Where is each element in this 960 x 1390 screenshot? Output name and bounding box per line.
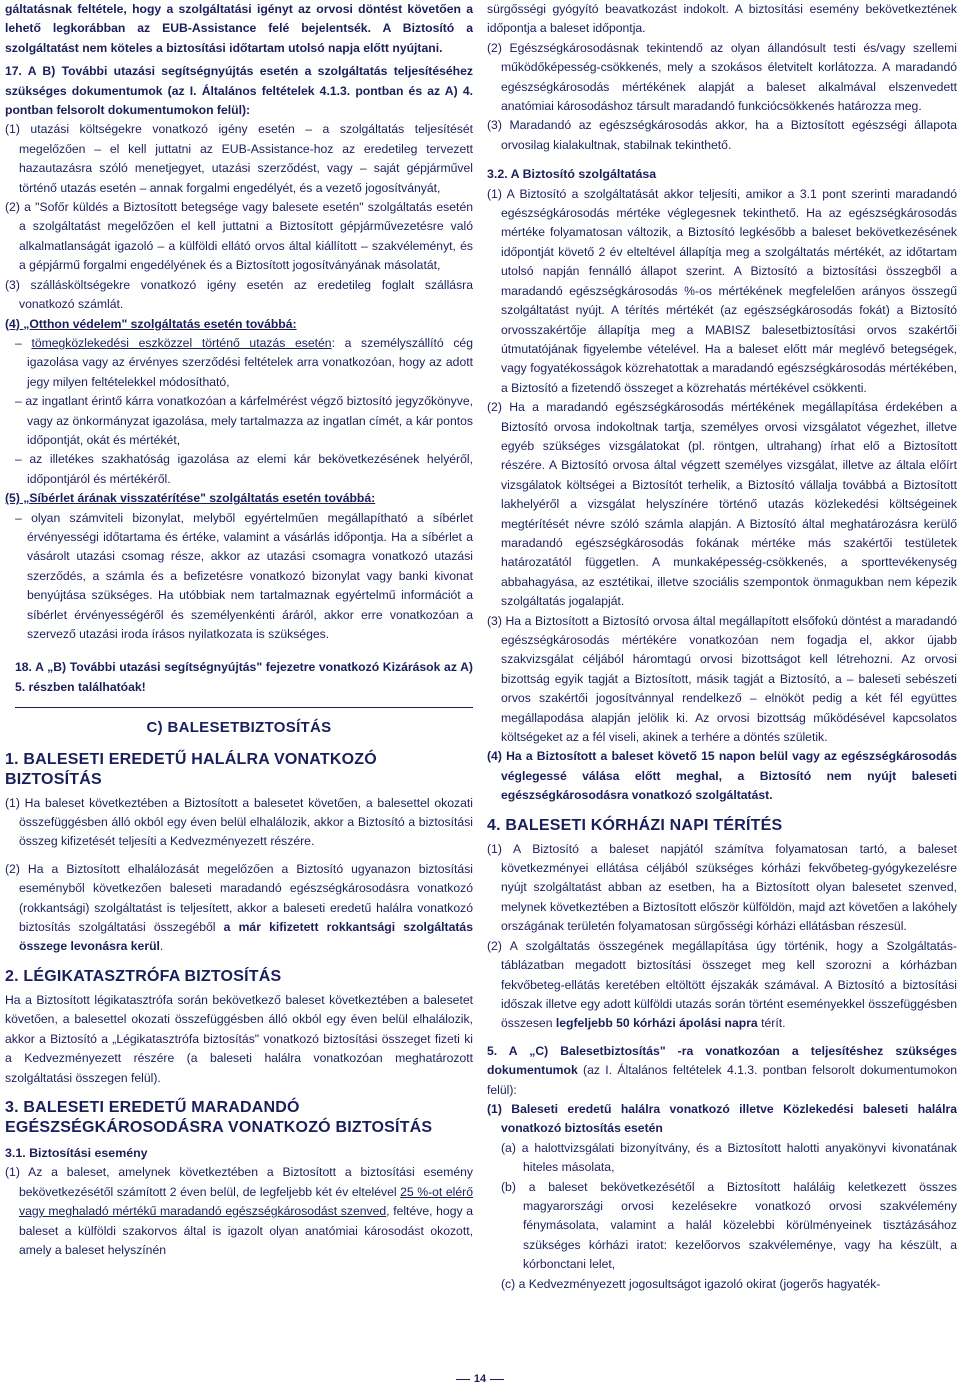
para-5-1-c: (c) a Kedvezményezett jogosultságot igazoló okirat (jogerős hagyaték- xyxy=(501,1276,881,1291)
para-3-1-3: (3) Maradandó az egészségkárosodás akkor, ha a Biztosított egészségi állapota orvosilag kialakultnak, stabilnak tekinthető. xyxy=(487,118,957,152)
para-1-1: (1) Ha baleset következtében a Biztosított a balesetet követően, a balesettel okozati összefüggésben álló okból egy éven belül elhalálozik, akkor a Biztosító a biztosítási összeg kifizetését teljesíti a Kedvezményezett részére. xyxy=(5,795,473,849)
heading-3-2: 3.2. A Biztosító szolgáltatása xyxy=(487,167,657,182)
heading-5: 5. A „C) Balesetbiztosítás" -ra vonatkozóan a teljesítéshez szükséges dokumentumok (az I. Általános feltételek 4.1.3. pontban felsorolt dokumentumokon felül): xyxy=(487,1043,957,1097)
heading-4: 4. BALESETI KÓRHÁZI NAPI TÉRÍTÉS xyxy=(487,816,783,834)
heading-3-1: 3.1. Biztosítási esemény xyxy=(5,1145,148,1160)
item-5-dash-1: – olyan számviteli bizonylat, melyből egyértelműen megállapítható a síbérlet érvényességi időtartama és értéke, valamint a vásárlás időpontja. Ha a síbérlet a vásárolt utazási csomag része, akkor az utazási csomagra vonatkozó utazási szerződés, a számla és a befizetésre vonatkozó bizonylat vagy banki kivonat benyújtása szükséges. Ha utóbbiak nem tartalmaznak egyértelmű információt a síbérlet érvényességéről és személyenkénti áráról, akkor erre vonatkozóan a szervező utazási iroda írásos nyilatkozata is szükséges. xyxy=(15,510,473,641)
item-1: (1) utazási költségekre vonatkozó igény esetén – a szolgáltatás teljesítését megelőzően – el kell juttatni az EUB-Assistance-hoz az eredetileg tervezett hazautazásra szóló menetjegyet, utazási szerződést, vagy – saját gépjárművel történő utazás esetén – annak forgalmi engedélyét, és a vezető jogosítványát, xyxy=(5,122,473,195)
left-column xyxy=(5,0,473,1260)
para-5-1-b: (b) a baleset bekövetkezésétől a Biztosított haláláig keletkezett összes magyarországi orvosi kezelésekre vonatkozó orvosi szakvélemény fénymásolata, valamint a halál közelebbi körülményeinek tisztázásához szükséges kórházi iratot: kezelőorvos szakvéleménye, vagy ha készült, a kórbonctani lelet, xyxy=(501,1179,957,1272)
note-18: 18. A „B) További utazási segítségnyújtás" fejezetre vonatkozó Kizárások az A) 5. részben találhatóak! xyxy=(15,660,473,694)
item-5-heading: (5) „Síbérlet árának visszatérítése" szolgáltatás esetén továbbá: xyxy=(5,491,376,506)
para-3-1-2: (2) Egészségkárosodásnak tekintendő az olyan állandósult testi és/vagy szellemi működőképesség-csökkenés, mely a szokásos életvitelt korlátozza. A maradandó egészségkárosodás mértékének alapját a baleset alkalmával elszenvedett anatómiai károsodáshoz társult maradandó funkciócsökkenés határozza meg. xyxy=(487,40,957,114)
item-3: (3) szállásköltségekre vonatkozó igény esetén az eredetileg foglalt szállásra vonatkozó számlát. xyxy=(5,277,473,312)
para-3-2-1: (1) A Biztosító a szolgáltatását akkor teljesíti, amikor a 3.1 pont szerinti maradandó egészségkárosodás mértéke véglegesnek tekinthető. Ha az egészségkárosodás mértéke folyamatosan változik, a Biztosító legkésőbb a baleset bekövetkezésének időpontját követő 2 év elteltével állapítja meg a szolgáltatás mértékét, az időtartam utolsó napján fennálló állapot szerint. A Biztosító a biztosítási összegből a maradandó egészségkárosodás %-os mértékének megfelelően arányos összegű szolgáltatást nyújt. A térítés mértékét (az egészségkárosodás fokát) a Biztosító orvosszakértője állapítja meg a MABISZ balesetbiztosítási orvos szakértői útmutatójának figyelembe vételével. Ha a baleset előtt már meglévő betegségek, vagy fogyatékosságok közrehatottak a maradandó egészségkárosodás mértékében, a Biztosító a fizetendő összeget a közrehatás mértékével csökkenti. xyxy=(487,186,957,395)
divider-line xyxy=(15,707,473,708)
para-5-1: (1) Baleseti eredetű halálra vonatkozó illetve Közlekedési baleseti halálra vonatkozó biztosítás esetén xyxy=(487,1101,957,1136)
item-4-dash-2: – az ingatlant érintő kárra vonatkozóan a kárfelmérést végző biztosító jegyzőkönyve, vagy az önkormányzat igazolása, mely tartalmazza az ingatlan címét, a kár pontos időpontját, okát és mértékét, xyxy=(15,394,473,447)
heading-2: 2. LÉGIKATASZTRÓFA BIZTOSÍTÁS xyxy=(5,967,282,985)
heading-3: 3. BALESETI EREDETŰ MARADANDÓ EGÉSZSÉGKÁROSODÁSRA VONATKOZÓ BIZTOSÍTÁS xyxy=(5,1098,433,1136)
para-3-2-4: (4) Ha a Biztosított a baleset követő 15 napon belül vagy az egészségkárosodás véglegessé válása előtt meghal, a Biztosító nem nyújt baleseti egészségkárosodásra vonatkozó szolgáltatást. xyxy=(487,749,957,803)
para-5-1-a: (a) a halottvizsgálati bizonyítvány, és a Biztosított halotti anyakönyvi kivonatának hiteles másolata, xyxy=(501,1140,957,1175)
section-17-heading: 17. A B) További utazási segítségnyújtás esetén a szolgáltatás teljesítéséhez szükséges dokumentumok (az I. Általános feltételek 4.1.3. pontban és az A) 4. pontban felsorolt dokumentumokon felül): xyxy=(5,64,473,118)
para-4-2: (2) A szolgáltatás összegének megállapítása úgy történik, hogy a Szolgáltatás-táblázatban megadott biztosítási összeget meg kell szorozni a kórházban fekvőbeteg-ellátás keretében eltöltött éjszakák számával. A Biztosító a biztosítási időszak illetve egy adott külföldi utazás során történt eseményekkel összefüggésben összesen legfeljebb 50 kórházi ápolási napra térít. xyxy=(487,938,957,1031)
item-4-heading: (4) „Otthon védelem" szolgáltatás esetén továbbá: xyxy=(5,316,297,331)
item-2: (2) a "Sofőr küldés a Biztosított betegsége vagy balesete esetén" szolgáltatás esetén a szolgáltatást megelőzően el kell juttatni a Biztosított gépjárművezetésre való alkalmatlanságát igazoló – a külföldi ellátó orvos által kiállított – szakvéleményt, és a gépjármű forgalmi engedélyének és a Biztosított jogosítványának másolatát, xyxy=(5,200,473,273)
page-number: 14 xyxy=(440,1370,520,1389)
para-1-2: (2) Ha a Biztosított elhalálozását megelőzően a Biztosító ugyanazon biztosítási eseményből következően baleseti maradandó egészségkárosodásra vonatkozó (rokkantsági) szolgáltatást is teljesített, akkor a baleseti eredetű halálra vonatkozó biztosítás szolgáltatási összegéből a már kifizetett rokkantsági szolgáltatás összege levonásra kerül. xyxy=(5,861,473,954)
section-c-title: C) BALESETBIZTOSÍTÁS xyxy=(146,719,332,737)
right-intro: sürgősségi gyógyító beavatkozást indokolt. A biztosítási esemény bekövetkeztének időpontja a baleset időpontja. xyxy=(487,2,957,36)
para-3-2-2: (2) Ha a maradandó egészségkárosodás mértékének megállapítása érdekében a Biztosító orvosa indokoltnak tartja, személyes orvosi vizsgálatot végezhet, illetve egyéb szükséges vizsgálatokat (pl. röntgen, ultrahang) írhat elő a Biztosított részére. A Biztosító orvosa által végzett személyes vizsgálat, illetve az általa előírt vizsgálatok költségei a Biztosítót terhelik, a Biztosító vállalja továbbá a Biztosított lakhelyéről a vizsgálat helyszínére történő utazás közlekedési költségeinek megtérítését névre szóló számla alapján. A Biztosító által meghatározásra kerülő maradandó egészségkárosodás fokának mértéke más szakértői testületek határozatától független. A munkaképesség-csökkenés, a sporttevékenység abbahagyása, az esztétikai, illetve szociális szempontok önmagukban nem képezik szolgáltatás jogalapját. xyxy=(487,400,957,609)
para-3-1: (1) Az a baleset, amelynek következtében a Biztosított a biztosítási esemény bekövetkezésétől számított 2 éven belül, de legfeljebb két év eltelével 25 %-ot elérő vagy meghaladó mértékű maradandó egészségkárosodást szenved, feltéve, hogy a baleset a külföldi szakorvos által is igazolt olyan anatómiai károsodást okozott, amely a baleset helyszínén xyxy=(5,1165,473,1257)
heading-1: 1. BALESETI EREDETŰ HALÁLRA VONATKOZÓ BIZTOSÍTÁS xyxy=(5,750,377,788)
para-4-1: (1) A Biztosító a baleset napjától számítva folyamatosan tartó, a baleset következményei ellátása céljából szükséges kórházi fekvőbeteg-gyógykezelésre nyújt szolgáltatást abban az esetben, ha a Biztosított olyan balesetet szenved, melynek következtében a Biztosított először külföldön, majd azt követően a lakóhely országának területén folyamatosan sürgősségi kórházi ellátásban részesül. xyxy=(487,841,957,934)
item-4-dash-3: – az illetékes szakhatóság igazolása az elemi kár bekövetkezésének helyéről, időpontjáról és mértékéről. xyxy=(15,452,473,486)
item-4-dash-1: – tömegközlekedési eszközzel történő utazás esetén: a személyszállító cég igazolása vagy az érvényes szerződési feltételek arra vonatkozóan, hogy az adott jegy milyen feltételekkel módosítható, xyxy=(15,335,473,389)
intro-paragraph: gáltatásnak feltétele, hogy a szolgáltatási igényt az orvosi döntést követően a lehető legkorábban az EUB-Assistance felé bejelentsék. A Biztosító a szolgáltatást nem köteles a biztosítási időtartam utolsó napja előtt nyújtani. xyxy=(5,2,473,55)
para-2: Ha a Biztosított légikatasztrófa során bekövetkező baleset következtében a balesetet követően, a balesettel okozati összefüggésben álló okból egy éven belül elhalálozik, akkor a Biztosító a „Légikatasztrófa biztosítás" vonatkozó biztosítási összeget fizeti ki a Kedvezményezett részére (a baleseti halálra vonatkozóan meghatározott szolgáltatási összegen felül). xyxy=(5,992,473,1085)
para-3-2-3: (3) Ha a Biztosított a Biztosító orvosa által megállapított elsőfokú döntést a maradandó egészségkárosodás mértékére vonatkozóan nem fogadja el, akkor újabb szakvizsgálat céljából háromtagú orvosi bizottságot kell létrehozni. Az orvosi bizottság egyik tagját a Biztosított, másik tagját a Biztosító, a – baleseti sebészeti orvos szakértői jogosítvánnyal rendelkező – elnököt pedig a két fél együttes megállapodása alapján jelölik ki. Az orvosi bizottság működésével kapcsolatos költségeket az a fél viseli, akinek a terhére a döntés születik. xyxy=(487,613,957,745)
right-column xyxy=(487,0,957,1294)
